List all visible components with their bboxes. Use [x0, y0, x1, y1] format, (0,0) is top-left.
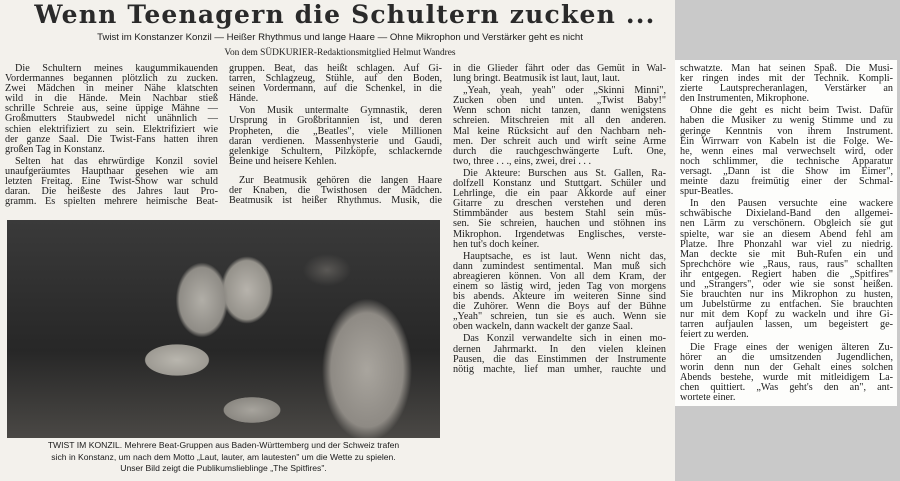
text-line: nen Lärm zu verschönern. Obgleich sie gut	[680, 218, 893, 230]
text-line: Von Musik untermalte Gymnastik, deren	[239, 105, 442, 117]
text-line: einem so lästig wird, jeden Tag von morgens	[453, 280, 666, 292]
text-line: gramm. Es spielten mehrere heimische Beat-	[5, 196, 218, 208]
text-line: Hände.	[229, 93, 259, 105]
scan-background	[675, 406, 900, 481]
text-line: daran. Die heißeste des Jahres laut Pro-	[5, 186, 218, 198]
text-line: Pausen, die das Einstimmen der Instrumente	[453, 353, 666, 365]
text-line: nötig machte, lief man umher, rauchte und	[453, 363, 666, 375]
article-column-2	[229, 64, 442, 206]
text-line: dann zumindest sentimental. Man muß sich	[453, 260, 666, 272]
caption-line: sich in Konstanz, um nach dem Motto „Laut, lauter, am lautesten" um die Wette zu spielen.	[51, 451, 396, 462]
text-line: Wenn schon nicht tanzen, dann wenigstens	[453, 105, 666, 117]
text-line: spielte, war sie an diesem Abend fehl am	[680, 228, 893, 240]
text-line: Zucken oben und unten. „Twist Baby!"	[453, 95, 666, 107]
article-column-4	[680, 64, 893, 403]
text-line: zierte Lautsprecheranlagen, Verstärker an	[680, 83, 893, 95]
text-line: hörer an die umsitzenden Jugendlichen,	[680, 351, 893, 363]
text-line: Abends bestehe, wurde mit mitleidigem La-	[680, 371, 893, 383]
text-line: tarren aufjaulen lassen, um begeistert ge-	[680, 319, 893, 331]
text-line: he, wenn eines mal verwechselt wird, oder	[680, 145, 893, 157]
text-line: two, three . . ., eins, zwei, drei . . .	[453, 155, 592, 167]
text-line: um Jubelstürme zu entfachen. Sie brauchten	[680, 299, 893, 311]
text-line: Mal keine Rücksicht auf den Nachbarn neh-	[453, 125, 666, 137]
headline: Wenn Teenagern die Schultern zucken ...	[34, 0, 656, 29]
text-line: oben wackeln, dann wackelt der ganze Saal.	[453, 321, 633, 333]
text-line: „Yeah, yeah, yeah" oder „Skinni Minni",	[463, 85, 666, 97]
text-line: Selten hat das ehrwürdige Konzil soviel	[15, 155, 218, 167]
byline: Von dem SÜDKURIER-Redaktionsmitglied Helmut Wandres	[224, 48, 456, 58]
text-line: gruppen. Beat, das heißt schlagen. Auf Gi-	[229, 63, 442, 74]
caption-line: Unser Bild zeigt die Publikumslieblinge „The Spitfires".	[120, 463, 327, 473]
text-line: Stimmbänder aus bestem Stahl sein müs-	[453, 208, 666, 220]
text-line: Die Frage eines der wenigen älteren Zu-	[690, 341, 893, 353]
text-line: durch die rauchgeschwängerte Luft. One,	[453, 145, 666, 157]
text-line: chen quittiert. „Was geht's den an", ant-	[680, 381, 893, 393]
text-line: bis abends. Akteure im weiteren Sinne sind	[453, 291, 666, 303]
text-line: hen tut's doch keiner.	[453, 238, 540, 250]
text-line: schrille Schreie aus, seine üppige Mähne —	[5, 103, 218, 115]
text-line: Beatmusik ist heißer Rhythmus. Musik, die	[229, 195, 442, 207]
text-line: sen. Sie schreien, hauchen und stöhnen ins	[453, 218, 666, 230]
text-line: spur-Beatles.	[680, 186, 734, 198]
text-line: In den Pausen versuchte eine wackere	[690, 198, 893, 210]
text-line: schreien. Mitschreien mit all den anderen.	[453, 115, 666, 127]
text-line: unaufgeräumtes Haupthaar gesehen wie am	[5, 165, 218, 177]
text-line: ihr entgegen. Regiert haben die „Spitfires"	[680, 268, 893, 280]
text-line: nur mit dem Kopf zu wackeln und ihre Gi-	[680, 309, 893, 321]
text-line: Beine und heisere Kehlen.	[229, 155, 337, 167]
text-line: Sprechchöre wie „Raus, raus, raus" schallten	[680, 258, 893, 270]
article-column-1	[5, 64, 218, 207]
text-line: der ganze Saal. Die Twist-Fans hatten ihren	[5, 133, 218, 145]
text-line: den Instrumenten, Mikrophone.	[680, 93, 810, 105]
text-line: lung bringt. Beatmusik ist laut, laut, laut.	[453, 73, 620, 85]
text-line: abreagieren können. Von all dem Kram, der	[453, 270, 666, 282]
text-line: haben die Musiker zu wenig Stimme und zu	[680, 115, 893, 127]
text-line: seinen Vordermann, auf die Schenkel, in die	[229, 83, 442, 95]
text-line: schwäbische Dixieland-Band den allgemei-	[680, 208, 893, 220]
text-line: worin denn nun der Gehalt eines solchen	[680, 361, 893, 373]
text-line: Die Schultern meines kaugummikauenden	[15, 63, 218, 74]
article-column-3	[453, 64, 666, 375]
photo-caption	[5, 440, 442, 475]
text-line: Gitarre zu dreschen verstehen und deren	[453, 198, 666, 210]
text-line: Ursprung in Großbritannien ist, und deren	[229, 115, 442, 127]
text-line: men. Der schreit auch und wirft seine Arme	[453, 135, 666, 147]
text-line: dolfzell Konstanz und Stuttgart. Schüler und	[453, 178, 666, 190]
text-line: Großmutters Staubwedel nicht unähnlich —	[5, 113, 218, 125]
text-line: Propheten, die „Beatles", viele Millionen	[229, 125, 442, 137]
text-line: Hauptsache, es ist laut. Wenn nicht das,	[463, 250, 666, 262]
text-line: schien elektrifiziert zu sein. Elektrifiziert wie	[5, 123, 218, 135]
text-line: geringe Kenntnis von ihrem Instrument.	[680, 125, 893, 137]
text-line: schwatzte. Man hat seinen Spaß. Die Musi-	[680, 63, 893, 74]
text-line: wild in die Hände. Mein Nachbar stieß	[5, 93, 218, 105]
text-line: meinte dazu freimütig einer der Schmal-	[680, 176, 893, 188]
text-line: feiert zu werden.	[680, 329, 749, 341]
caption-line: TWIST IM KONZIL. Mehrere Beat-Gruppen aus Baden-Württemberg und der Schweiz trafen	[47, 440, 400, 450]
text-line: noch schlimmer, die technische Apparatur	[680, 155, 893, 167]
text-line: daran verdienen. Massenhysterie und Gaudi,	[229, 135, 442, 147]
text-line: Man deckte sie mit Buh-Rufen ein und	[680, 248, 893, 260]
text-line: wortete einer.	[680, 392, 736, 403]
text-line: Vordermannes begannen plötzlich zu zucken.	[5, 73, 218, 85]
text-line: Das Konzil verwandelte sich in einen mo-	[463, 333, 666, 345]
text-line: dernen Jahrmarkt. In den vielen kleinen	[453, 343, 666, 355]
text-line: „Yeah" schreien, tun sie es auch. Wenn sie	[453, 311, 666, 323]
text-line: Ohne die geht es nicht beim Twist. Dafür	[690, 105, 893, 117]
text-line: letzten Freitag. Eine Twist-Show war schuld	[5, 176, 218, 188]
text-line: und „Strangers", oder wie sie sonst heißen.	[680, 278, 893, 290]
text-line: ker ringen indes mit der Technik. Kompli-	[680, 73, 893, 85]
text-line: in die Glieder fährt oder das Gemüt in Wal-	[453, 63, 666, 74]
text-line: großen Tag in Konstanz.	[5, 143, 105, 155]
text-line: der Knaben, die Twisthosen der Mädchen.	[229, 185, 442, 197]
text-line: Sie brauchten nur ins Mikrophon zu husten,	[680, 289, 893, 301]
text-line: gelenkige Schultern, Pilzköpfe, schlackernde	[229, 145, 442, 157]
scan-background	[675, 0, 900, 60]
text-line: Lehrlinge, die ein paar Akkorde auf einer	[453, 188, 666, 200]
text-line: Mikrophon. Irgendetwas Englisches, verste-	[453, 228, 666, 240]
subheadline: Twist im Konstanzer Konzil — Heißer Rhythmus und lange Haare — Ohne Mikrophon und Verstärker geht es nicht	[97, 32, 583, 43]
text-line: Die Akteure: Burschen aus St. Gallen, Ra-	[463, 167, 666, 179]
text-line: versagt. „Dann ist die Show im Eimer",	[680, 165, 893, 177]
text-line: die Zuhörer. Wenn die Boys auf der Bühne	[453, 301, 666, 313]
band-photo	[7, 220, 440, 438]
text-line: Ein Wirrwarr von Kabeln ist die Folge. We-	[680, 135, 893, 147]
text-line: Zur Beatmusik gehören die langen Haare	[239, 174, 442, 186]
text-line: Platze. Ihre Phonzahl war viel zu niedrig.	[680, 238, 893, 250]
text-line: tarren, Schlagzeug, Stühle, auf den Boden,	[229, 73, 442, 85]
text-line: Zwei Mädchen in meiner Nähe klatschten	[5, 83, 218, 95]
